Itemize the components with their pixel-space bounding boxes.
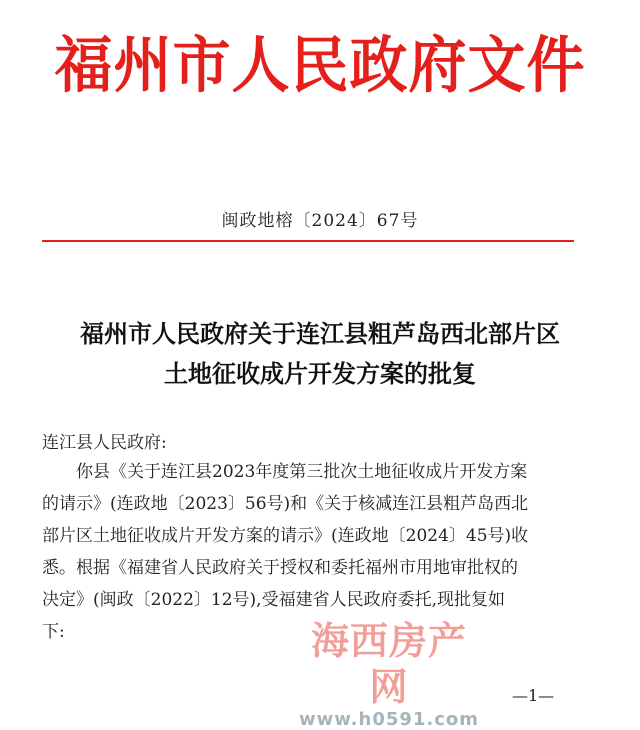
- page-number: —1—: [512, 686, 555, 705]
- title-line-1: 福州市人民政府关于连江县粗芦岛西北部片区: [80, 319, 560, 348]
- red-divider: [42, 240, 574, 242]
- masthead: 福州市人民政府文件: [54, 29, 586, 101]
- body-line: 悉。根据《福建省人民政府关于授权和委托福州市用地审批权的: [42, 558, 518, 578]
- body-line: 的请示》(连政地〔2023〕56号)和《关于核减连江县粗芦岛西北: [42, 494, 529, 514]
- document-title: [0, 314, 640, 394]
- body-line: 下:: [42, 622, 65, 642]
- body-line: 决定》(闽政〔2022〕12号),受福建省人民政府委托,现批复如: [42, 590, 505, 610]
- salutation: 连江县人民政府:: [42, 433, 167, 453]
- body-line: 你县《关于连江县2023年度第三批次土地征收成片开发方案: [76, 462, 528, 482]
- title-line-2: 土地征收成片开发方案的批复: [164, 359, 476, 388]
- watermark-name: 海西房产网: [310, 619, 467, 709]
- body-line: 部片区土地征收成片开发方案的请示》(连政地〔2024〕45号)收: [42, 526, 529, 546]
- body-paragraph: [42, 456, 590, 648]
- document-number: 闽政地榕〔2024〕67号: [221, 211, 419, 231]
- watermark-url: www.h0591.com: [298, 709, 480, 730]
